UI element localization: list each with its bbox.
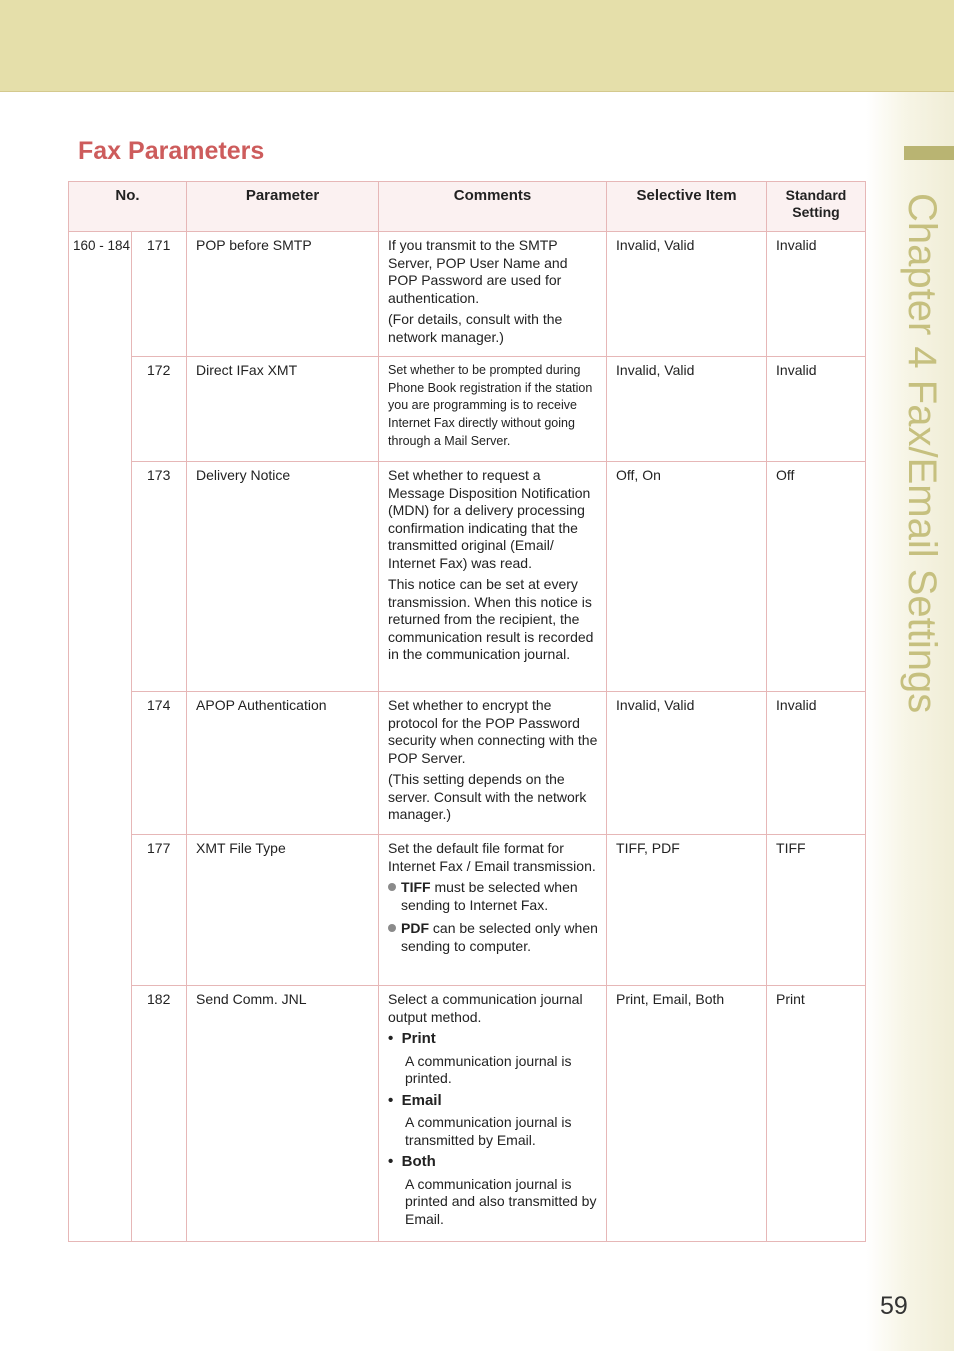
- table-row: [69, 835, 866, 986]
- row-comments: [379, 835, 607, 986]
- comment-text: (For details, consult with the network manager.): [388, 311, 563, 345]
- option-description: A communication journal is printed.: [405, 1052, 572, 1086]
- comment-text: If you transmit to the SMTP Server, POP User Name and POP Password are used for authentication.: [388, 237, 568, 306]
- row-selective-item: Invalid, Valid: [607, 232, 767, 357]
- comment-text: This notice can be set at every transmission. When this notice is returned from the recipient, the communication result is recorded in the communication journal.: [388, 576, 594, 662]
- row-standard-setting: Off: [767, 462, 866, 692]
- comment-text: Set whether to encrypt the protocol for the POP Password security when connecting with the POP Server.: [388, 697, 598, 766]
- row-number: 173: [132, 462, 187, 692]
- page-number: 59: [880, 1292, 908, 1320]
- header-parameter: Parameter: [187, 182, 379, 232]
- bullet-item: [388, 920, 598, 955]
- bullet-dot-icon: [388, 883, 396, 891]
- row-comments: [379, 462, 607, 692]
- comment-text: Set whether to request a Message Disposition Notification (MDN) for a delivery processing confirmation indicating that the transmitted original (Email/ Internet Fax) was read.: [388, 467, 591, 571]
- table-row: [69, 462, 866, 692]
- row-comments: [379, 692, 607, 835]
- header-no: No.: [69, 182, 187, 232]
- row-parameter: XMT File Type: [187, 835, 379, 986]
- row-selective-item: Off, On: [607, 462, 767, 692]
- row-selective-item: TIFF, PDF: [607, 835, 767, 986]
- header-standard-setting: Standard Setting: [767, 182, 866, 232]
- comment-text: Set the default file format for Internet Fax / Email transmission.: [388, 840, 596, 874]
- row-comments: [379, 232, 607, 357]
- row-number: 182: [132, 986, 187, 1242]
- option-description: A communication journal is transmitted by Email.: [405, 1114, 572, 1148]
- row-number: 174: [132, 692, 187, 835]
- row-standard-setting: Print: [767, 986, 866, 1242]
- section-title: Fax Parameters: [78, 137, 265, 165]
- chapter-tab-marker: [904, 146, 954, 160]
- row-selective-item: Invalid, Valid: [607, 692, 767, 835]
- fax-parameters-table: [68, 181, 866, 1242]
- row-comments: [379, 357, 607, 462]
- option-label: • Both: [388, 1153, 436, 1170]
- row-comments: [379, 986, 607, 1242]
- row-parameter: Send Comm. JNL: [187, 986, 379, 1242]
- chapter-label: Chapter 4 Fax/Email Settings: [900, 193, 944, 714]
- bullet-text: must be selected when sending to Internet Fax.: [401, 879, 578, 913]
- row-parameter: Direct IFax XMT: [187, 357, 379, 462]
- header-band: [0, 0, 954, 92]
- table-row: [69, 692, 866, 835]
- bullet-item: [388, 879, 598, 914]
- bullet-keyword: PDF: [401, 920, 430, 936]
- parameter-range: 160 - 184: [69, 232, 132, 1242]
- bullet-dot-icon: [388, 924, 396, 932]
- row-number: 177: [132, 835, 187, 986]
- table-row: [69, 232, 866, 357]
- comment-text: (This setting depends on the server. Consult with the network manager.): [388, 771, 587, 822]
- row-parameter: Delivery Notice: [187, 462, 379, 692]
- table-header-row: [69, 182, 866, 232]
- row-standard-setting: Invalid: [767, 357, 866, 462]
- bullet-text: can be selected only when sending to computer.: [401, 920, 598, 954]
- comment-text: Select a communication journal output method.: [388, 991, 583, 1025]
- row-number: 172: [132, 357, 187, 462]
- row-standard-setting: TIFF: [767, 835, 866, 986]
- header-selective-item: Selective Item: [607, 182, 767, 232]
- row-standard-setting: Invalid: [767, 692, 866, 835]
- comment-text: Set whether to be prompted during Phone Book registration if the station you are programming is to receive Internet Fax directly without going through a Mail Server.: [388, 363, 593, 448]
- option-label: • Email: [388, 1091, 442, 1109]
- row-parameter: POP before SMTP: [187, 232, 379, 357]
- row-parameter: APOP Authentication: [187, 692, 379, 835]
- table-row: [69, 357, 866, 462]
- header-comments: Comments: [379, 182, 607, 232]
- row-selective-item: Print, Email, Both: [607, 986, 767, 1242]
- row-selective-item: Invalid, Valid: [607, 357, 767, 462]
- option-label: • Print: [388, 1030, 436, 1047]
- table-row: [69, 986, 866, 1242]
- option-description: A communication journal is printed and also transmitted by Email.: [405, 1175, 597, 1227]
- bullet-keyword: TIFF: [401, 879, 431, 895]
- row-standard-setting: Invalid: [767, 232, 866, 357]
- row-number: 171: [132, 232, 187, 357]
